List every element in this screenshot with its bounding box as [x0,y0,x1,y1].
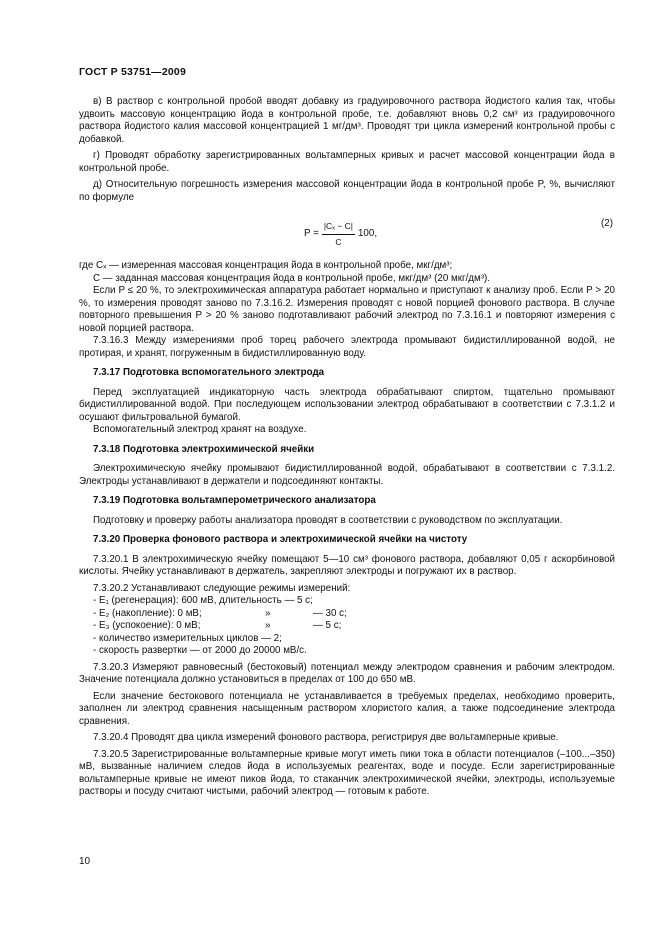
mode-ditto: » [265,620,271,631]
heading-7-3-19: 7.3.19 Подготовка вольтамперометрического анализатора [93,495,376,506]
paragraph-d: д) Относительную погрешность измерения массовой концентрации йода в контрольной пробе P, %, вычисляют по формуле [79,179,615,203]
paragraph-7-3-20-5: 7.3.20.5 Зарегистрированные вольтамперные кривые могут иметь пики тока в области потенциалов (–100...–350) мВ, вызванные наличием следов йода в используемых реагентах, воде и посуде. Если зарегистрированные вольтамперные кривые не имеют пиков йода, то стаканчик электрохимической ячейки, электроды, используемые растворы и посуду считают чистыми, рабочий электрод — готовым к работе. [79,748,615,797]
document-body [79,96,615,799]
document-header: ГОСТ Р 53751—2009 [79,66,187,78]
paragraph-7-3-20-2: 7.3.20.2 Устанавливают следующие режимы измерений: [93,582,351,594]
formula-lhs: P = [304,227,319,239]
mode-ditto: » [265,607,271,619]
paragraph-g: г) Проводят обработку зарегистрированных вольтамперных кривых и расчет массовой концентрации йода в контрольной пробе. [79,150,615,174]
mode-value: — 5 с; [313,620,342,631]
formula-rhs: 100, [357,227,378,239]
page-number: 10 [79,856,91,867]
mode-label: - E₁ (регенерация): 600 мВ, длительность — 5 с; [93,595,313,606]
mode-value: — 30 с; [313,607,347,619]
mode-scan-rate: - скорость развертки — от 2000 до 20000 мВ/с. [93,645,307,656]
paragraph-7-3-16-3: 7.3.16.3 Между измерениями проб торец рабочего электрода промывают бидистиллированной водой, не протирая, и хранят, погруженным в бидистиллированную воду. [79,335,615,359]
heading-7-3-18: 7.3.18 Подготовка электрохимической ячейки [93,443,315,455]
paragraph-7-3-18: Электрохимическую ячейку промывают бидистиллированной водой, обрабатывают в соответствии с 7.3.1.2. Электроды устанавливают в держатели и подсоединяют контакты. [79,463,615,487]
mode-label: - E₂ (накопление): 0 мВ; [93,607,202,619]
paragraph-7-3-20-3b: Если значение бестокового потенциала не устанавливается в требуемых пределах, необходимо проверить, заполнен ли электрод сравнения насыщенным раствором хлористого калия, а также подсоединение электрода сравнения. [79,690,615,727]
mode-label: - E₃ (успокоение): 0 мВ; [93,620,201,631]
paragraph-if: Если P ≤ 20 %, то электрохимическая аппаратура работает нормально и приступают к анализу проб. Если P > 20 %, то измерения проводят заново по 7.3.16.2. Измерения проводят с новой порцией фонового раствора. В случае повторного превышения P > 20 % заново подготавливают рабочий электрод по 7.3.16.1 и повторяют измерения с новой порцией раствора. [79,285,615,334]
formula-where-cx: где Cₓ — измеренная массовая концентрация йода в контрольной пробе, мкг/дм³; [79,260,453,271]
mode-row [79,595,615,608]
formula-numerator: |Cₓ − C| [322,220,355,235]
paragraph-v: в) В раствор с контрольной пробой вводят добавку из градуировочного раствора йодистого калия так, чтобы удвоить массовую концентрацию йода в контрольной пробе, т.е. добавляют вновь 0,2 см³ из градуировочного раствора йодистого калия массовой концентрацией 1 мг/дм³. Проводят три цикла измерений контрольной пробы с добавкой. [79,96,615,145]
heading-7-3-17: 7.3.17 Подготовка вспомогательного электрода [93,367,325,378]
formula-where-c: C — заданная массовая концентрация йода в контрольной пробе, мкг/дм³ (20 мкг/дм³). [93,272,490,284]
mode-row [79,645,615,658]
formula-fraction [322,220,355,248]
formula-denominator: C [335,236,342,247]
paragraph-7-3-20-3: 7.3.20.3 Измеряют равновесный (бестоковый) потенциал между электродом сравнения и рабочим электродом. Значение потенциала должно установиться в пределах от 100 до 650 мВ. [79,661,615,685]
formula-number: (2) [601,218,613,229]
formula-2 [79,214,615,254]
paragraph-7-3-20-1: 7.3.20.1 В электрохимическую ячейку помещают 5—10 см³ фонового раствора, добавляют 0,05 г аскорбиновой кислоты. Ячейку устанавливают в держатель, закрепляют электроды и погружают их в раствор. [79,553,615,577]
mode-cycles: - количество измерительных циклов — 2; [93,632,282,644]
mode-row [79,608,615,621]
mode-row [79,633,615,646]
paragraph-7-3-17-a: Перед эксплуатацией индикаторную часть электрода обрабатывают спиртом, тщательно промывают бидистиллированной водой. При последующем использовании электрод обрабатывают в соответствии с 7.3.1.2 и осушают фильтровальной бумагой. [79,386,615,423]
paragraph-7-3-19: Подготовку и проверку работы анализатора проводят в соответствии с руководством по эксплуатации. [93,514,563,526]
heading-7-3-20: 7.3.20 Проверка фонового раствора и электрохимической ячейки на чистоту [93,534,468,545]
mode-row [79,620,615,633]
paragraph-7-3-20-4: 7.3.20.4 Проводят два цикла измерений фонового раствора, регистрируя две вольтамперные кривые. [93,732,559,743]
paragraph-7-3-17-b: Вспомогательный электрод хранят на воздухе. [93,424,307,435]
